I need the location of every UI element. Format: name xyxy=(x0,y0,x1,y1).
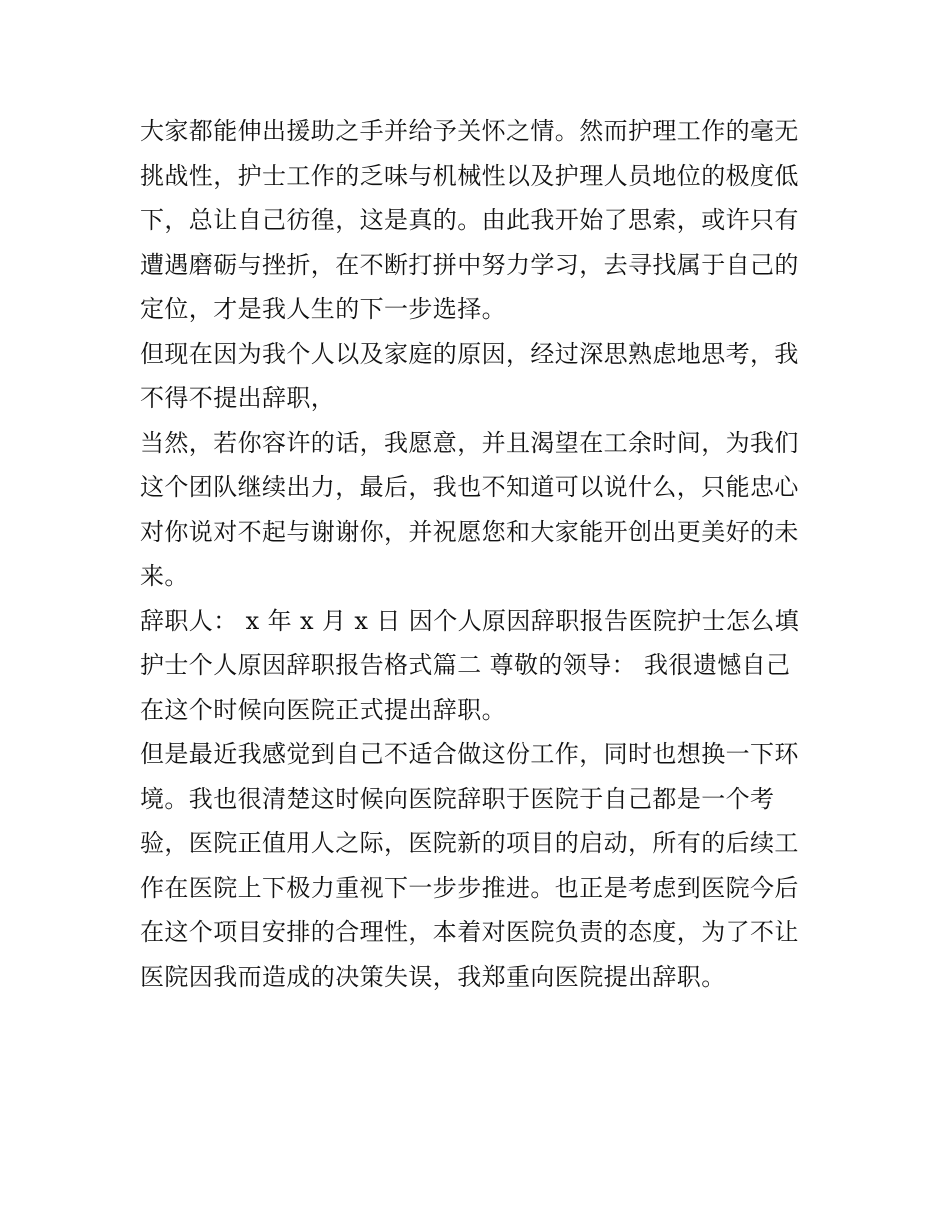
text-line: 医院因我而造成的决策失误，我郑重向医院提出辞职。 xyxy=(140,962,726,991)
text-line: 下，总让自己彷徨，这是真的。由此我开始了思索，或许只有 xyxy=(140,206,799,234)
text-line: 遭遇磨砺与挫折，在不断打拼中努力学习，去寻找属于自己的 xyxy=(140,250,799,279)
text-line: 但是最近我感觉到自己不适合做这份工作，同时也想换一下环 xyxy=(140,740,799,768)
text-line: 作在医院上下极力重视下一步步推进。也正是考虑到医院今后 xyxy=(140,873,799,902)
text-line: 来。 xyxy=(140,562,189,590)
text-line: 对你说对不起与谢谢你，并祝愿您和大家能开创出更美好的未 xyxy=(140,517,799,546)
signature-date-line: 辞职人： x 年 x 月 x 日 因个人原因辞职报告医院护士怎么填 xyxy=(140,606,800,635)
text-line: 大家都能伸出援助之手并给予关怀之情。然而护理工作的毫无 xyxy=(140,117,799,145)
text-line: 当然，若你容许的话，我愿意，并且渴望在工余时间，为我们 xyxy=(140,428,799,457)
text-line: 定位，才是我人生的下一步选择。 xyxy=(140,295,506,323)
text-line: 不得不提出辞职， xyxy=(140,384,336,412)
text-line: 护士个人原因辞职报告格式篇二 尊敬的领导： 我很遗憾自己 xyxy=(140,651,791,679)
text-line: 境。我也很清楚这时候向医院辞职于医院于自己都是一个考 xyxy=(140,784,775,813)
text-line: 在这个时候向医院正式提出辞职。 xyxy=(140,695,506,724)
text-line: 挑战性，护士工作的乏味与机械性以及护理人员地位的极度低 xyxy=(140,161,799,190)
text-line: 但现在因为我个人以及家庭的原因，经过深思熟虑地思考，我 xyxy=(140,339,799,368)
text-line: 这个团队继续出力，最后，我也不知道可以说什么，只能忠心 xyxy=(140,473,799,501)
text-line: 在这个项目安排的合理性，本着对医院负责的态度，为了不让 xyxy=(140,918,799,946)
text-line: 验，医院正值用人之际，医院新的项目的启动，所有的后续工 xyxy=(140,829,799,857)
document-body xyxy=(140,109,820,999)
